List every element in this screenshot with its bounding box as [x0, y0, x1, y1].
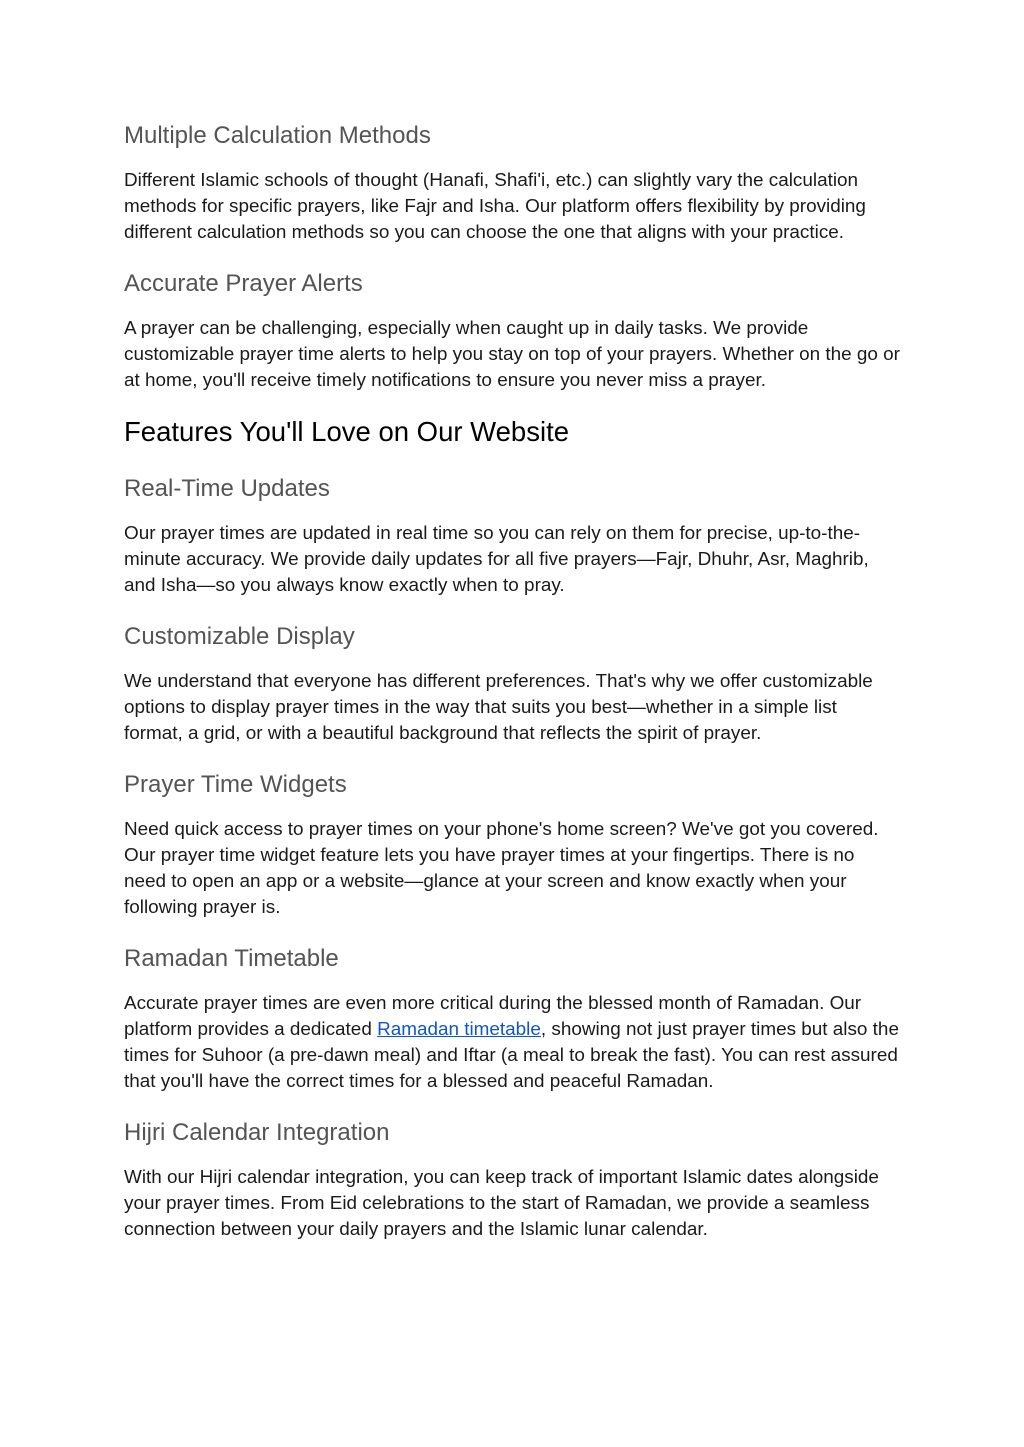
heading-multiple-calculation-methods: Multiple Calculation Methods — [124, 122, 431, 149]
heading-ramadan-timetable: Ramadan Timetable — [124, 945, 339, 972]
paragraph-customizable-display: We understand that everyone has different preferences. That's why we offer customizable options to display prayer times in the way that suits you best—whether in a simple list format, a grid, or with a beautiful background that reflects the spirit of prayer. — [124, 671, 873, 744]
paragraph-accurate-prayer-alerts: A prayer can be challenging, especially when caught up in daily tasks. We provide customizable prayer time alerts to help you stay on top of your prayers. Whether on the go or at home, you'll receive timely notifications to ensure you never miss a prayer. — [124, 318, 900, 391]
paragraph-multiple-calculation-methods: Different Islamic schools of thought (Hanafi, Shafi'i, etc.) can slightly vary the calculation methods for specific prayers, like Fajr and Isha. Our platform offers flexibility by providing different calculation methods so you can choose the one that aligns with your practice. — [124, 170, 866, 243]
paragraph-hijri-calendar-integration: With our Hijri calendar integration, you can keep track of important Islamic dates alongside your prayer times. From Eid celebrations to the start of Ramadan, we provide a seamless connection between your daily prayers and the Islamic lunar calendar. — [124, 1167, 879, 1240]
paragraph-ramadan-timetable-after-link: , showing not just prayer times but also the times for Suhoor (a pre-dawn meal) and Iftar (a meal to break the fast). You can rest assured that you'll have the correct times for a blessed and peaceful Ramadan. — [124, 1019, 899, 1092]
heading-customizable-display: Customizable Display — [124, 623, 355, 650]
heading-prayer-time-widgets: Prayer Time Widgets — [124, 771, 347, 798]
heading-features-section-title: Features You'll Love on Our Website — [124, 416, 570, 447]
heading-accurate-prayer-alerts: Accurate Prayer Alerts — [124, 270, 363, 297]
heading-real-time-updates: Real-Time Updates — [124, 475, 330, 502]
ramadan-timetable-link[interactable]: Ramadan timetable — [377, 1019, 541, 1040]
paragraph-real-time-updates: Our prayer times are updated in real time so you can rely on them for precise, up-to-the-minute accuracy. We provide daily updates for all five prayers—Fajr, Dhuhr, Asr, Maghrib, and Isha—so you always know exactly when to pray. — [124, 523, 869, 596]
paragraph-ramadan-timetable-before-link: Accurate prayer times are even more critical during the blessed month of Ramadan. Our platform provides a dedicated — [124, 993, 862, 1040]
paragraph-ramadan-timetable — [124, 991, 900, 1095]
heading-hijri-calendar-integration: Hijri Calendar Integration — [124, 1119, 390, 1146]
paragraph-prayer-time-widgets: Need quick access to prayer times on your phone's home screen? We've got you covered. Our prayer time widget feature lets you have prayer times at your fingertips. There is no need to open an app or a website—glance at your screen and know exactly when your following prayer is. — [124, 819, 879, 918]
